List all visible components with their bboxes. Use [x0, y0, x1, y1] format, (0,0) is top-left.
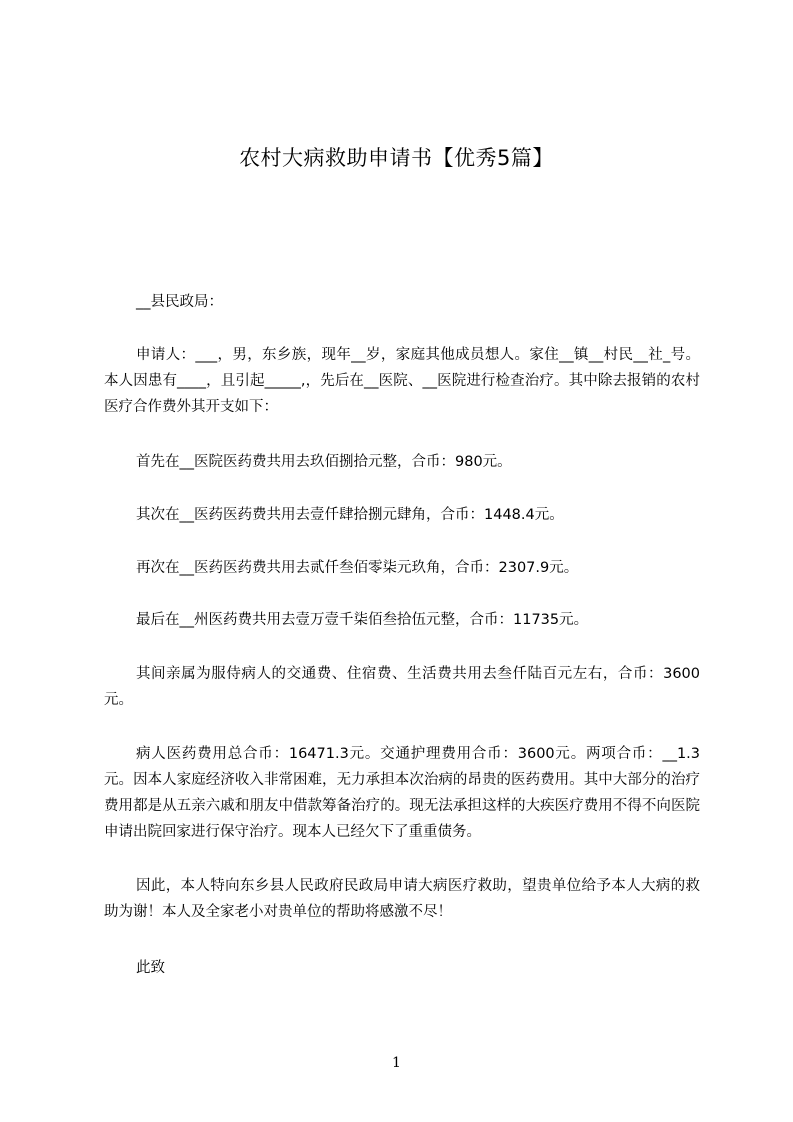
total-expense-paragraph: 病人医药费用总合币：16471.3元。交通护理费用合币：3600元。两项合币：__1.3元。因本人家庭经济收入非常困难，无力承担本次治病的昂贵的医药费用。其中大部分的治疗费用都是从五亲六戚和朋友中借款筹备治疗的。现无法承担这样的大疾医疗费用不得不向医院申请出院回家进行保守治疗。现本人已经欠下了重重债务。: [104, 746, 700, 840]
applicant-paragraph: 申请人：___，男，东乡族，现年__岁，家庭其他成员想人。家住__镇__村民__社_号。本人因患有____，且引起_____,，先后在__医院、__医院进行检查治疗。其中除去报销的农村医疗合作费外其开支如下：: [104, 347, 700, 415]
page-number: 1: [392, 1055, 401, 1071]
last-expense-paragraph: 最后在__州医药费共用去壹万壹千柒佰叁拾伍元整，合币：11735元。: [136, 612, 589, 628]
salutation-paragraph: __县民政局：: [136, 294, 223, 310]
request-paragraph: 因此，本人特向东乡县人民政府民政局申请大病医疗救助，望贵单位给予本人大病的救助为谢！本人及全家老小对贵单位的帮助将感激不尽！: [104, 878, 700, 920]
closing-paragraph: 此致: [136, 960, 165, 976]
relatives-expense-paragraph: 其间亲属为服侍病人的交通费、住宿费、生活费共用去叁仟陆百元左右，合币：3600元。: [104, 666, 700, 708]
first-expense-paragraph: 首先在__医院医药费共用去玖佰捌拾元整，合币：980元。: [136, 454, 512, 470]
document-title: 农村大病救助申请书【优秀5篇】: [239, 146, 554, 170]
third-expense-paragraph: 再次在__医药医药费共用去贰仟叁佰零柒元玖角，合币：2307.9元。: [136, 560, 579, 576]
second-expense-paragraph: 其次在__医药医药费共用去壹仟肆拾捌元肆角，合币：1448.4元。: [136, 507, 564, 523]
